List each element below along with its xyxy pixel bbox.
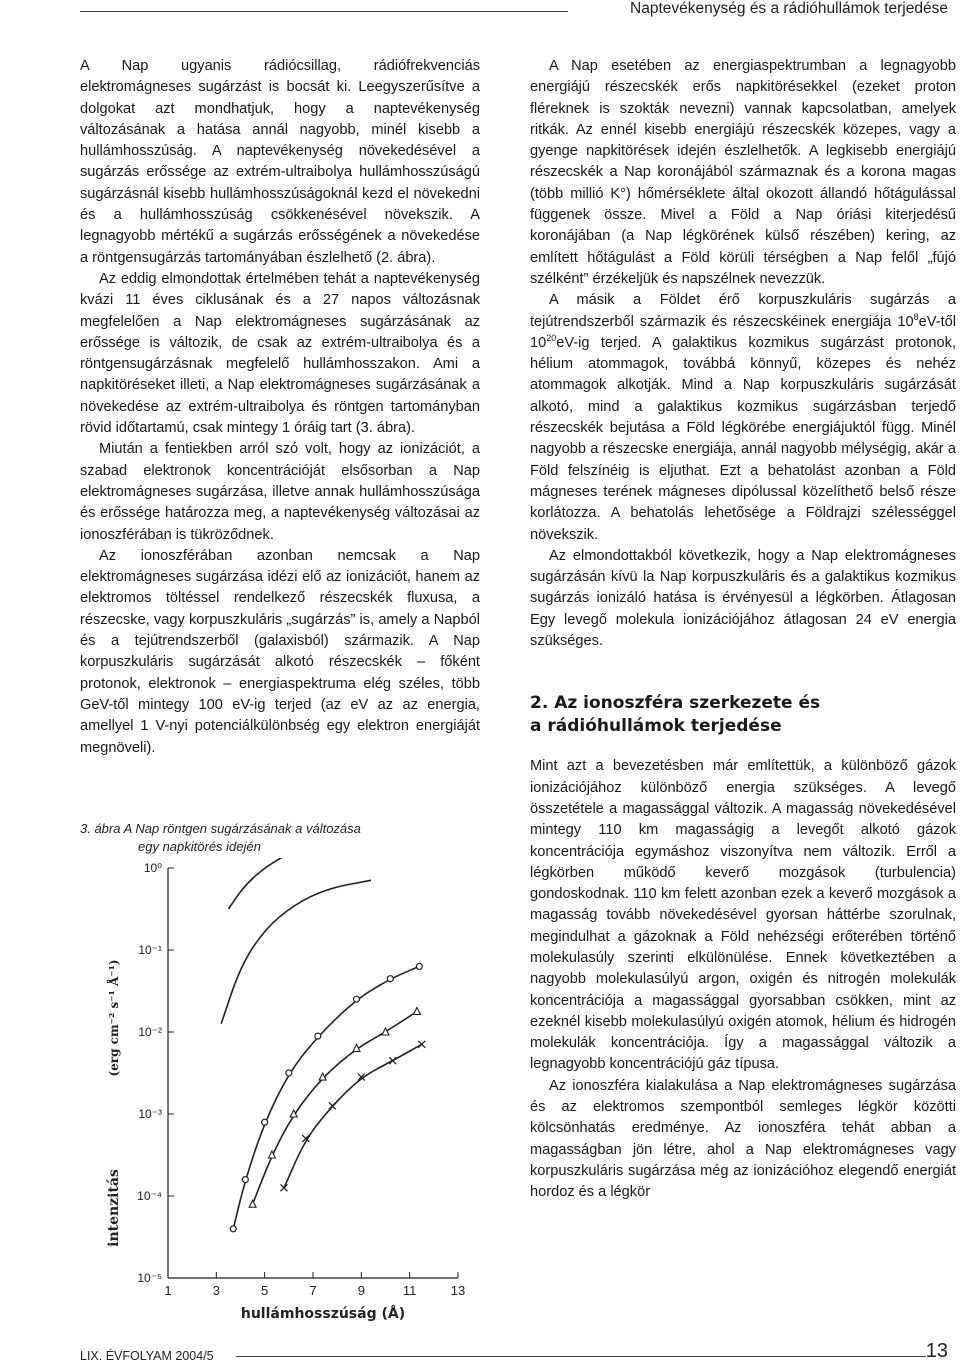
paragraph: A Nap esetében az energiaspektrumban a legnagyobb energiájú részecskék erős napkitörésekkel (ezeket proton fléreknek is szokták nevezni) vannak kapcsolatban, amelyek ritkák. Az ennél kisebb energiájú részecskék közepes, vagy a gyenge napkitörések idején észlelhetők. A legkisebb energiájú részecskék a Nap koronájából származnak és a korona magas (több millió K°) hőmérséklete által okozott állandó hőtágulással függenek össze. Mivel a Föld a Nap óriási kiterjedésű koronájában (a Nap légkörének külső részében) kering, az említett hőtágulást a Föld körüli térségben a Nap felől „fújó szélként” érzékeljük és napszélnek nevezzük. <box>530 58 956 287</box>
paragraph: Az ionoszférában azonban nemcsak a Nap elektromágneses sugárzása idézi elő az ionizációt, hanem az elektromos töltéssel rendelkező részecskék fluxusa, a részecske, vagy korpuszkuláris „sugárzás” is, amely a Napból és a tejútrendszerből (galaxisból) származik. A Nap korpuszkuláris sugárzását alkotó részecskék – főként protonok, elektronok – energiaspektruma elég széles, több GeV-től mintegy 100 eV-ig terjed (az eV az az energia, amellyel 1 V-nyi potenciálkülönbség egy elektron energiáját megnöveli). <box>80 547 480 756</box>
section-title <box>530 692 956 738</box>
text-run: eV-től 10 <box>530 313 956 351</box>
paragraph: Az ionoszféra kialakulása a Nap elektromágneses sugárzása és az elektromos szempontból semleges légkör közötti kölcsönhatás eredménye. Az ionoszféra tehát abban a magasságban jön létre, ahol a Nap elektromágneses vagy korpuszkuláris sugárzása még az ionizációhoz elegendő energiát hordoz és a légkör <box>530 1077 956 1201</box>
section-title-line1: 2. Az ionoszféra szerkezete és <box>530 693 821 714</box>
y-tick-label: 10⁰ <box>143 861 162 875</box>
journal-issue: LIX. ÉVFOLYAM 2004/5 <box>80 1349 214 1363</box>
x-tick-label: 11 <box>402 1283 417 1298</box>
section-title-line2: a rádióhullámok terjedése <box>530 716 782 737</box>
data-point-circle <box>315 1033 321 1039</box>
data-point-circle <box>262 1119 268 1125</box>
data-point-triangle <box>249 1200 256 1207</box>
y-tick-label: 10⁻² <box>138 1025 162 1039</box>
figure-caption <box>80 820 480 856</box>
data-point-cross <box>418 1041 425 1048</box>
figure-caption-line1: 3. ábra A Nap röntgen sugárzásának a változása <box>80 821 361 836</box>
x-tick-label: 5 <box>261 1283 269 1298</box>
figure-caption-line2: egy napkitörés idején <box>138 839 261 854</box>
data-point-triangle <box>382 1028 389 1035</box>
data-point-circle <box>416 963 422 969</box>
series-line-3 <box>233 966 419 1228</box>
left-column <box>80 56 480 759</box>
y-tick-label: 10⁻⁵ <box>137 1271 162 1285</box>
paragraph <box>530 290 956 546</box>
superscript: 20 <box>546 333 557 343</box>
paragraph: A Nap ugyanis rádiócsillag, rádiófrekvenciás elektromágneses sugárzást is bocsát ki. Leegyszerűsítve a dolgokat azt mondhatjuk, hogy a naptevékenység változásának a hatása annál nagyobb, minél kisebb a hullámhosszúság. A naptevékenység növekedésével a sugárzás erőssége az extrém-ultraibolya hullámhosszúságú sugárzásnál kisebb hullámhosszúságoknál kezd el növekedni és a hullámhosszúság csökkenésével növekszik. A legnagyobb mértékű a sugárzás erősségének a növekedése a röntgensugárzás tartományában észlelhető (2. ábra). <box>80 58 480 266</box>
data-point-circle <box>242 1177 248 1183</box>
data-point-circle <box>230 1226 236 1232</box>
data-point-cross <box>329 1102 336 1109</box>
data-point-cross <box>281 1184 288 1191</box>
x-tick-label: 1 <box>164 1283 172 1298</box>
x-tick-label: 7 <box>309 1283 317 1298</box>
running-title: Naptevékenység és a rádióhullámok terjedése <box>630 0 948 17</box>
right-column <box>530 56 956 1204</box>
paragraph: Mint azt a bevezetésben már említettük, a különböző gázok ionizációjához különböző energia szükséges. A levegő összetétele a magassággal változik. A magasság növekedésével mintegy 110 km magasságig a levegőt alkotó gázok koncentrációja egymáshoz viszonyítva nem változik. Erről a légkörben működő keverő mozgások (turbulencia) gondoskodnak. 110 km felett azonban ezek a keverő mozgások a magasság tovább növekedésével gyorsan háttérbe szorulnak, megindulhat a gázoknak a Föld nehézségi erőterében történő molekulasúly szerinti elkülönülése. Ennek következtében a nagyobb molekulasúlyú argon, oxigén és nitrogén molekulák koncentrációja a magassággal gyorsabban csökken, mint az ezeknél kisebb molekulasúlyú oxigén atomok, hélium és hidrogén molekulák koncentrációja. Így a magassággal változik a legnagyobb koncentrációjú gáz típusa. <box>530 758 956 1073</box>
data-point-cross <box>389 1057 396 1064</box>
series-line-2 <box>221 880 371 1024</box>
xray-intensity-chart <box>80 858 480 1328</box>
text-run: eV-ig terjed. A galaktikus kozmikus sugárzást protonok, hélium atommagok, továbbá könnyű, közepes és nehéz atommagok alkotják. Mind a Nap korpuszkuláris sugárzását alkotó, mind a galaktikus kozmikus sugárzásban terjedő részecskék bejutása a Föld légkörébe energiájuktól függ. Minél nagyobb a részecske energiája, annál nagyobb mélységig, akár a Föld felszínéig is eljuthat. Ezt a behatolást azonban a Föld mágneses terének mágneses dipólussal közelíthető belső része korlátozza. A behatolás lehetősége a Földrajzi szélességgel növekszik. <box>530 334 956 543</box>
x-axis-label: hullámhosszúság (Å) <box>240 1306 406 1322</box>
series-line-1 <box>228 858 366 909</box>
paragraph: Az elmondottakból következik, hogy a Nap elektromágneses sugárzásán kívü la Nap korpuszkuláris és a galaktikus kozmikus sugárzás ionizáló hatása is érvényesül a légkörben. Átlagosan Egy levegő molekula ionizációjához átlagosan 24 eV energia szükséges. <box>530 547 956 650</box>
data-point-circle <box>387 976 393 982</box>
series-line-5 <box>284 1044 422 1188</box>
page-number: 13 <box>925 1340 948 1362</box>
x-tick-label: 13 <box>450 1283 466 1298</box>
chart-svg <box>80 858 480 1328</box>
y-axis-label: intenzitás <box>106 1169 122 1247</box>
header-rule <box>80 11 568 12</box>
footer-rule <box>236 1356 926 1357</box>
text-run: A másik a Földet érő korpuszkuláris sugárzás a tejútrendszerből származik és részecskéinek energiája 10 <box>530 292 956 330</box>
y-tick-label: 10⁻³ <box>138 1107 162 1121</box>
superscript: 8 <box>913 311 919 322</box>
y-axis-unit: (erg cm⁻² s⁻¹ Å⁻¹) <box>107 959 121 1077</box>
y-tick-label: 10⁻⁴ <box>137 1189 162 1203</box>
x-tick-label: 3 <box>212 1283 220 1298</box>
data-point-circle <box>286 1070 292 1076</box>
data-point-triangle <box>413 1008 420 1015</box>
paragraph: Az eddig elmondottak értelmében tehát a naptevékenység kvázi 11 éves ciklusának és a 27 napos változásnak megfelelően a Nap elektromágneses sugárzásának az erőssége is változik, de csak az extrém-ultraibolya és a röntgensugárzásnak megfelelő hullámhosszakon. Ami a napkitöréseket illeti, a Nap elektromágneses sugárzásának a növekedése az extrém-ultraibolya és röntgen tartományban rövid időtartamú, csak mintegy 1 óráig tart (3. ábra). <box>80 270 480 437</box>
data-point-circle <box>354 996 360 1002</box>
x-tick-label: 9 <box>357 1283 365 1298</box>
paragraph: Miután a fentiekben arról szó volt, hogy az ionizációt, a szabad elektronok koncentrációját elsősorban a Nap elektromágneses sugárzása, illetve annak hullámhosszúsága és erőssége határozza meg, a naptevékenység változásai az ionoszférában is tükröződnek. <box>80 441 480 543</box>
y-tick-label: 10⁻¹ <box>138 943 162 957</box>
